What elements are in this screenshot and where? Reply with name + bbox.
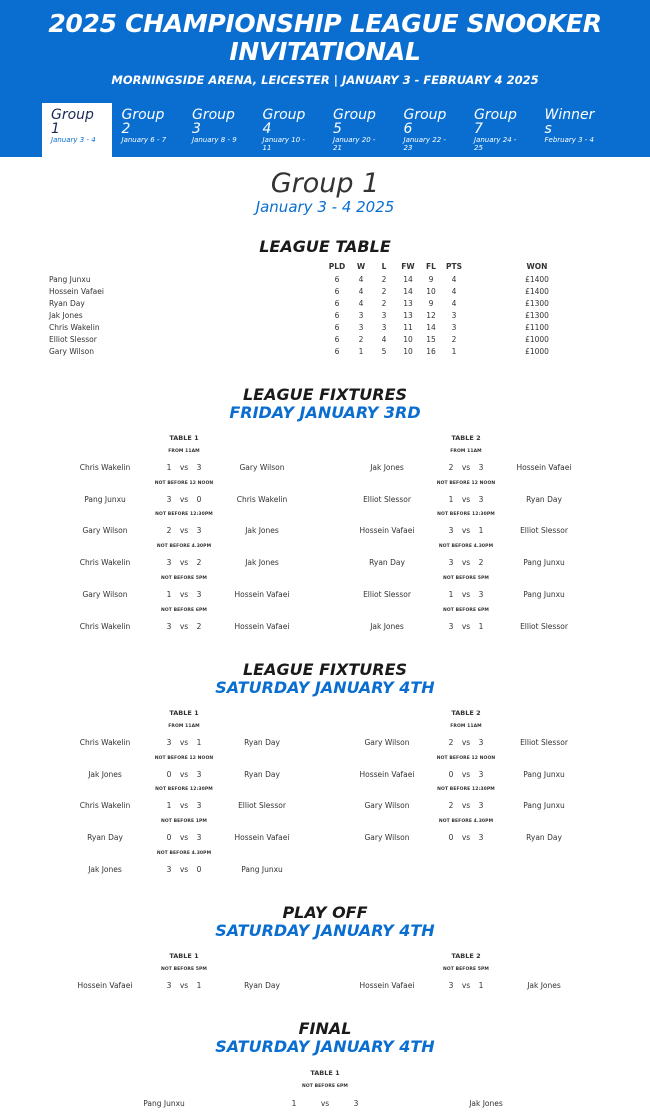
group-dates: January 3 - 4 2025 [255, 198, 395, 216]
score-two: 3 [196, 769, 202, 779]
score-one: 3 [448, 526, 454, 536]
score-two: 3 [196, 801, 202, 811]
stat-cell: 2 [381, 299, 387, 308]
score-two: 2 [196, 621, 202, 631]
table-row [0, 275, 650, 287]
versus-label: vs [179, 864, 189, 874]
fixtures-saturday-heading: LEAGUE FIXTURES [242, 660, 408, 679]
table-label: TABLE 2 [451, 434, 481, 442]
player-name: Ryan Day [49, 299, 85, 308]
score-two: 0 [196, 494, 202, 504]
score-one: 2 [448, 738, 454, 747]
tab-label: Winners [544, 107, 595, 137]
playoff-day: SATURDAY JANUARY 4TH [215, 921, 435, 940]
stat-cell: 4 [358, 275, 364, 284]
league-table-header: PTS [445, 262, 462, 271]
score-one: 0 [166, 769, 172, 779]
versus-label: vs [179, 981, 189, 990]
player-name: Jak Jones [49, 311, 83, 320]
score-one: 3 [166, 558, 172, 568]
event-subtitle: MORNINGSIDE ARENA, LEICESTER | JANUARY 3 - FEBRUARY 4 2025 [111, 73, 539, 87]
playoff-heading: PLAY OFF [282, 903, 368, 922]
stat-cell: 10 [403, 335, 413, 344]
tab-dates: January 3 - 4 [51, 136, 96, 144]
stat-cell: 4 [358, 287, 364, 296]
match-time-note: NOT BEFORE 12:30PM [437, 512, 495, 518]
final-heading: FINAL [298, 1019, 352, 1038]
match-time-note: NOT BEFORE 6PM [160, 607, 208, 613]
stat-cell: 2 [381, 275, 387, 284]
stat-cell: 6 [334, 311, 340, 320]
player-two: Ryan Day [526, 494, 562, 504]
stat-cell: 14 [403, 287, 413, 296]
match-time-note: NOT BEFORE 4.30PM [438, 819, 494, 825]
versus-label: vs [179, 738, 189, 747]
stat-cell: 16 [426, 347, 436, 356]
tab-winners[interactable] [536, 103, 606, 157]
score-two: 1 [478, 981, 484, 990]
event-title: 2025 CHAMPIONSHIP LEAGUE SNOOKER INVITATIONAL [48, 9, 602, 66]
tab-label: Group 6 [403, 107, 447, 137]
table-row [0, 347, 650, 359]
score-two: 3 [196, 526, 202, 536]
stat-cell: 13 [403, 299, 413, 308]
player-one: Chris Wakelin [79, 621, 131, 631]
versus-label: vs [461, 833, 471, 843]
score-two: 1 [478, 526, 484, 536]
stat-cell: 15 [426, 335, 436, 344]
tab-dates: January 20 - 21 [333, 136, 376, 152]
stat-cell: 3 [451, 311, 457, 320]
score-two: 0 [196, 864, 202, 874]
match-time-note: FROM 11AM [450, 724, 482, 729]
player-one: Chris Wakelin [79, 558, 131, 568]
score-two: 3 [478, 833, 484, 843]
tab-dates: February 3 - 4 [544, 136, 595, 144]
versus-label: vs [179, 494, 189, 504]
tab-dates: January 22 - 23 [403, 136, 446, 152]
stat-cell: 6 [334, 335, 340, 344]
player-one: Jak Jones [88, 864, 122, 874]
table-label: TABLE 1 [169, 952, 199, 960]
stat-cell: 6 [334, 275, 340, 284]
player-two: Jak Jones [245, 526, 279, 536]
fixtures-friday-heading: LEAGUE FIXTURES [242, 385, 408, 404]
league-table-header: WON [526, 262, 548, 271]
player-two: Elliot Slessor [238, 801, 286, 811]
match-time-note: NOT BEFORE 12 NOON [154, 480, 214, 486]
tab-group-2[interactable] [113, 103, 183, 157]
score-one: 2 [166, 526, 172, 536]
stat-cell: 13 [403, 311, 413, 320]
versus-label: vs [179, 558, 189, 568]
player-one: Jak Jones [88, 769, 122, 779]
score-one: 3 [166, 494, 172, 504]
player-name: Chris Wakelin [49, 323, 100, 332]
player-one: Pang Junxu [143, 1099, 185, 1108]
player-name: Elliot Slessor [49, 335, 97, 344]
match-time-note: NOT BEFORE 12 NOON [154, 755, 214, 761]
score-two: 3 [196, 463, 202, 472]
stat-cell: 11 [403, 323, 413, 332]
league-table-header: W [356, 262, 366, 271]
score-one: 3 [166, 738, 172, 747]
stat-cell: £1000 [525, 347, 549, 356]
versus-label: vs [461, 738, 471, 747]
page-title: Group 1 [270, 168, 380, 199]
player-one: Gary Wilson [364, 833, 410, 843]
player-one: Gary Wilson [82, 589, 128, 599]
stat-cell: 3 [358, 311, 364, 320]
player-two: Jak Jones [245, 558, 279, 568]
player-two: Hossein Vafaei [234, 589, 290, 599]
versus-label: vs [461, 981, 471, 990]
tab-label: Group 3 [192, 107, 235, 137]
tab-group-1[interactable] [42, 103, 112, 157]
table-row [0, 311, 650, 323]
stat-cell: 3 [451, 323, 457, 332]
versus-label: vs [461, 769, 471, 779]
player-one: Jak Jones [370, 621, 404, 631]
stat-cell: 2 [451, 335, 457, 344]
score-one: 1 [448, 589, 454, 599]
score-two: 3 [478, 801, 484, 811]
score-one: 3 [448, 981, 454, 990]
player-two: Elliot Slessor [520, 621, 568, 631]
match-time-note: NOT BEFORE 5PM [160, 575, 208, 581]
match-time-note: NOT BEFORE 6PM [442, 607, 490, 613]
stat-cell: £1400 [525, 287, 549, 296]
stat-cell: £1300 [525, 311, 549, 320]
player-two: Ryan Day [244, 738, 280, 747]
score-one: 1 [166, 589, 172, 599]
player-name: Pang Junxu [49, 275, 91, 284]
score-two: 3 [478, 463, 484, 472]
match-time-note: NOT BEFORE 12:30PM [437, 787, 495, 793]
score-two: 1 [196, 981, 202, 990]
tab-dates: January 24 - 25 [474, 136, 517, 152]
versus-label: vs [179, 589, 189, 599]
score-two: 3 [196, 589, 202, 599]
stat-cell: £1000 [525, 335, 549, 344]
player-two: Jak Jones [469, 1099, 503, 1108]
player-two: Hossein Vafaei [234, 833, 290, 843]
tab-group-4[interactable] [254, 103, 324, 157]
stat-cell: 6 [334, 299, 340, 308]
player-one: Elliot Slessor [363, 589, 411, 599]
table-label: TABLE 2 [451, 952, 481, 960]
match-time-note: NOT BEFORE 6PM [301, 1084, 349, 1089]
player-one: Gary Wilson [82, 526, 128, 536]
site-header [0, 0, 650, 157]
match-time-note: FROM 11AM [168, 449, 200, 454]
score-two: 2 [196, 558, 202, 568]
stat-cell: 2 [381, 287, 387, 296]
versus-label: vs [320, 1099, 330, 1108]
versus-label: vs [179, 463, 189, 472]
tab-dates: January 6 - 7 [121, 136, 167, 144]
table-row [0, 299, 650, 311]
player-two: Ryan Day [244, 981, 280, 990]
versus-label: vs [461, 494, 471, 504]
stat-cell: £1100 [525, 323, 549, 332]
versus-label: vs [179, 769, 189, 779]
score-one: 1 [166, 463, 172, 472]
stat-cell: 6 [334, 287, 340, 296]
versus-label: vs [461, 463, 471, 472]
player-two: Pang Junxu [523, 558, 565, 568]
player-one: Hossein Vafaei [359, 769, 415, 779]
player-one: Ryan Day [369, 558, 405, 568]
stat-cell: 6 [334, 347, 340, 356]
score-one: 3 [166, 981, 172, 990]
stat-cell: 4 [381, 335, 387, 344]
stat-cell: 4 [451, 275, 457, 284]
final-day: SATURDAY JANUARY 4TH [215, 1037, 435, 1056]
player-two: Elliot Slessor [520, 738, 568, 747]
player-two: Hossein Vafaei [234, 621, 290, 631]
table-label: TABLE 1 [310, 1069, 340, 1077]
match-time-note: NOT BEFORE 5PM [160, 967, 208, 972]
versus-label: vs [179, 621, 189, 631]
league-table-header: L [381, 262, 387, 271]
score-one: 3 [448, 558, 454, 568]
score-two: 3 [353, 1099, 359, 1108]
score-two: 3 [196, 833, 202, 843]
versus-label: vs [461, 621, 471, 631]
stat-cell: 1 [451, 347, 457, 356]
table-row [0, 287, 650, 299]
stat-cell: 14 [426, 323, 436, 332]
stat-cell: 5 [381, 347, 387, 356]
stat-cell: 1 [358, 347, 364, 356]
table-row [0, 335, 650, 347]
league-table-header: FW [401, 262, 415, 271]
score-one: 1 [448, 494, 454, 504]
versus-label: vs [461, 801, 471, 811]
score-two: 2 [478, 558, 484, 568]
stat-cell: 10 [426, 287, 436, 296]
player-one: Hossein Vafaei [359, 526, 415, 536]
stat-cell: £1400 [525, 275, 549, 284]
tab-label: Group 2 [121, 107, 165, 137]
score-one: 2 [448, 463, 454, 472]
match-time-note: NOT BEFORE 12:30PM [155, 787, 213, 793]
league-table-heading: LEAGUE TABLE [259, 237, 391, 256]
match-time-note: NOT BEFORE 4.30PM [156, 544, 212, 550]
tab-label: Group 5 [333, 107, 376, 137]
score-one: 0 [448, 769, 454, 779]
player-two: Ryan Day [526, 833, 562, 843]
match-time-note: NOT BEFORE 4.30PM [156, 850, 212, 856]
player-two: Elliot Slessor [520, 526, 568, 536]
stat-cell: 3 [381, 323, 387, 332]
player-one: Elliot Slessor [363, 494, 411, 504]
player-two: Hossein Vafaei [516, 463, 572, 472]
match-time-note: FROM 11AM [168, 724, 200, 729]
versus-label: vs [179, 801, 189, 811]
player-two: Pang Junxu [523, 589, 565, 599]
player-one: Ryan Day [87, 833, 123, 843]
stat-cell: 3 [381, 311, 387, 320]
match-time-note: NOT BEFORE 5PM [442, 575, 490, 581]
tab-group-7[interactable] [465, 103, 535, 157]
stat-cell: 4 [451, 287, 457, 296]
player-one: Jak Jones [370, 463, 404, 472]
fixtures-saturday-day: SATURDAY JANUARY 4TH [215, 678, 435, 697]
score-one: 3 [166, 864, 172, 874]
score-one: 1 [291, 1099, 297, 1108]
table-row [0, 323, 650, 335]
tab-label: Group 4 [262, 107, 306, 137]
player-one: Gary Wilson [364, 801, 410, 811]
player-two: Pang Junxu [523, 769, 565, 779]
tab-label: Group 7 [474, 107, 517, 137]
tab-group-6[interactable] [395, 103, 465, 157]
fixtures-friday-day: FRIDAY JANUARY 3RD [229, 403, 421, 422]
player-one: Gary Wilson [364, 738, 410, 747]
stat-cell: 12 [426, 311, 436, 320]
player-one: Chris Wakelin [79, 801, 131, 811]
score-two: 3 [478, 494, 484, 504]
stat-cell: 9 [428, 299, 434, 308]
player-two: Pang Junxu [523, 801, 565, 811]
versus-label: vs [461, 526, 471, 536]
score-one: 1 [166, 801, 172, 811]
league-table-header: FL [426, 262, 436, 271]
score-one: 3 [166, 621, 172, 631]
match-time-note: NOT BEFORE 5PM [442, 967, 490, 972]
match-time-note: NOT BEFORE 1PM [160, 819, 208, 825]
player-one: Pang Junxu [84, 494, 126, 504]
group-tabs [42, 103, 612, 157]
league-table-header: PLD [328, 262, 346, 271]
versus-label: vs [461, 558, 471, 568]
match-time-note: NOT BEFORE 12 NOON [436, 480, 496, 486]
score-two: 1 [478, 621, 484, 631]
score-two: 1 [196, 738, 202, 747]
player-one: Hossein Vafaei [77, 981, 133, 990]
score-one: 3 [448, 621, 454, 631]
table-label: TABLE 1 [169, 434, 199, 442]
player-two: Pang Junxu [241, 864, 283, 874]
score-two: 3 [478, 769, 484, 779]
stat-cell: 9 [428, 275, 434, 284]
tab-label: Group 1 [51, 107, 94, 137]
score-one: 2 [448, 801, 454, 811]
player-two: Ryan Day [244, 769, 280, 779]
player-name: Gary Wilson [49, 347, 94, 356]
player-two: Chris Wakelin [236, 494, 288, 504]
score-one: 0 [448, 833, 454, 843]
match-time-note: FROM 11AM [450, 449, 482, 454]
stat-cell: 4 [358, 299, 364, 308]
score-one: 0 [166, 833, 172, 843]
score-two: 3 [478, 738, 484, 747]
versus-label: vs [179, 526, 189, 536]
versus-label: vs [461, 589, 471, 599]
player-one: Hossein Vafaei [359, 981, 415, 990]
stat-cell: 14 [403, 275, 413, 284]
player-two: Jak Jones [527, 981, 561, 990]
tab-group-5[interactable] [324, 103, 394, 157]
match-time-note: NOT BEFORE 12:30PM [155, 512, 213, 518]
player-one: Chris Wakelin [79, 738, 131, 747]
score-two: 3 [478, 589, 484, 599]
stat-cell: £1300 [525, 299, 549, 308]
match-time-note: NOT BEFORE 12 NOON [436, 755, 496, 761]
stat-cell: 4 [451, 299, 457, 308]
player-name: Hossein Vafaei [49, 287, 104, 296]
stat-cell: 10 [403, 347, 413, 356]
tab-group-3[interactable] [183, 103, 253, 157]
table-label: TABLE 1 [169, 709, 199, 717]
player-one: Chris Wakelin [79, 463, 131, 472]
stat-cell: 2 [358, 335, 364, 344]
versus-label: vs [179, 833, 189, 843]
table-label: TABLE 2 [451, 709, 481, 717]
match-time-note: NOT BEFORE 4.30PM [438, 544, 494, 550]
stat-cell: 6 [334, 323, 340, 332]
stat-cell: 3 [358, 323, 364, 332]
player-two: Gary Wilson [239, 463, 285, 472]
tab-dates: January 10 - 11 [262, 136, 305, 152]
tab-dates: January 8 - 9 [192, 136, 237, 144]
